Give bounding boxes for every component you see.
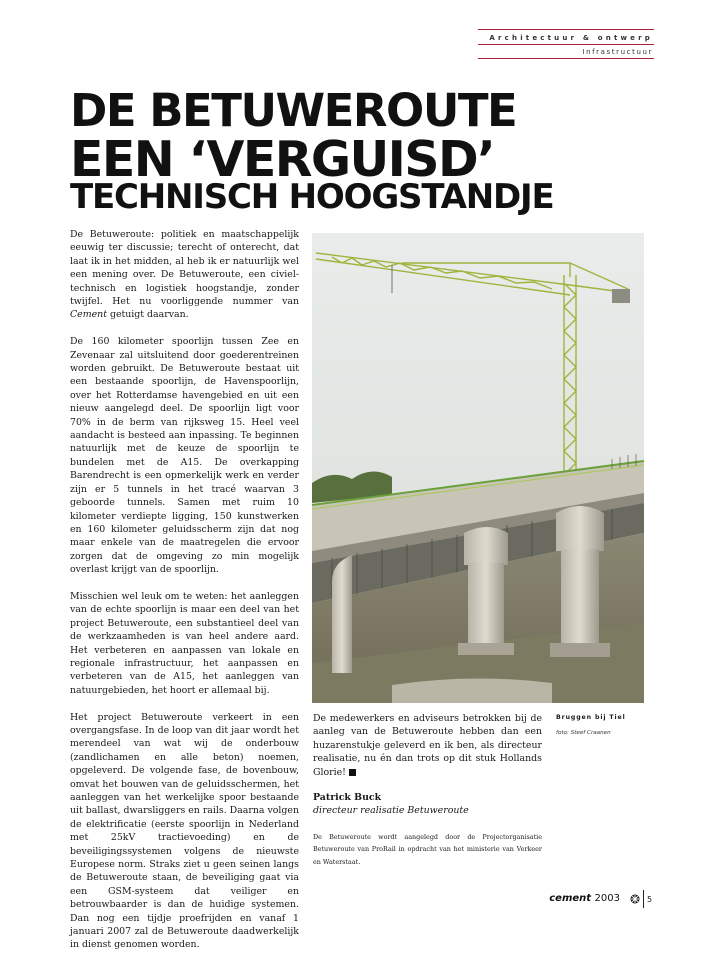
header-rule-top [478,29,654,30]
end-of-article-mark [349,769,356,776]
section-rubric: Architectuur & ontwerp [489,34,653,42]
headline-line-3: TECHNISCH HOOGSTANDJE [70,177,554,217]
paragraph-phases: Het project Betuweroute verkeert in een overgangsfase. In de loop van dit jaar wordt het merendeel van wat wij de onderbouw (zandlichamen en alle beton) noemen, opgeleverd. De volgende fase, de bovenbouw, omvat het bouwen van de geluidsschermen, het aanleggen van het werkelijke spoor bestaande uit ballast, dwarsliggers en rails. Daarna volgen de elektrificatie (eerste spoorlijn in Nederland met 25kV tractievoeding) en de beveiligingssystemen volgens de nieuwste Europese norm. Straks ziet u geen seinen langs de Betuweroute staan, de beveiliging gaat via een GSM-systeem dat veiliger en betrouwbaarder is dan de huidige systemen. Dan nog een tijdje proefrijden en vanaf 1 januari 2007 zal de Betuweroute daadwerkelijk in dienst genomen worden. [70,711,299,951]
page-number: 5 [647,895,653,904]
photo-caption [556,714,646,736]
caption-title: Bruggen bij Tiel [556,714,626,721]
paragraph-closing: De medewerkers en adviseurs betrokken bij de aanleg van de Betuweroute hebben dan een huzarenstukje geleverd en ik ben, als directeur realisatie, nu én dan trots op dit stuk Hollands Glorie! [313,713,542,778]
footer-divider [643,890,644,908]
bridge-photo [312,233,644,703]
project-note: De Betuweroute wordt aangelegd door de Projectorganisatie Betuweroute van ProRail in opdracht van het ministerie van Verkeer en Waterstaat. [313,832,542,866]
photo-credit: foto: Steef Craanen [556,730,611,736]
section-subrubric: Infrastructuur [582,48,653,56]
cement-logo-icon [630,894,640,904]
paragraph-scope: Misschien wel leuk om te weten: het aanleggen van de echte spoorlijn is maar een deel van het project Betuweroute, een substantieel deel van de werkzaamheden is van heel andere aard. Het verbeteren en aanpassen van lokale en regionale infrastructuur, het aanpassen en verbeteren van de A15, het aanleggen van natuurgebieden, het hoort er allemaal bij. [70,590,299,696]
magazine-name-inline: Cement [70,309,107,321]
article-column-right [313,712,542,868]
header-rule-middle [478,44,654,45]
magazine-issue: cement 2003 [549,893,620,904]
headline-line-1: DE BETUWEROUTE [70,84,517,137]
paragraph-route: De 160 kilometer spoorlijn tussen Zee en Zevenaar zal uitsluitend door goederentreinen worden gebruikt. De Betuweroute bestaat uit een bestaande spoorlijn, de Havenspoorlijn, over het Rotterdamse havengebied en uit een nieuw aangelegd deel. De spoorlijn ligt voor 70% in de berm van rijksweg 15. Heel veel aandacht is besteed aan inpassing. Te beginnen natuurlijk met de keuze de spoorlijn te bundelen met de A15. De overkapping Barendrecht is een opmerkelijk werk en verder zijn er 5 tunnels in het tracé waarvan 3 geboorde tunnels. Samen met ruim 10 kilometer verdiepte ligging, 150 kunstwerken en 160 kilometer geluidsscherm zijn dat nog maar enkele van de maatregelen die ervoor zorgen dat de omgeving zo min mogelijk overlast krijgt van de spoorlijn. [70,336,299,576]
article-column-left [70,228,299,965]
header-rule-bottom [478,58,654,59]
author-role: directeur realisatie Betuweroute [313,805,469,817]
paragraph-intro: De Betuweroute: politiek en maatschappelijk eeuwig ter discussie; terecht of onterecht, dat laat ik in het midden, al heb ik er natuurlijk wel een mening over. De Betuweroute, een civiel-technisch en logistiek hoogstandje, zonder twijfel. Het nu voorliggende nummer van Cement getuigt daarvan. [70,229,299,321]
author-name: Patrick Buck [313,792,382,804]
headline-line-2: EEN ‘VERGUISD’ [70,131,495,188]
